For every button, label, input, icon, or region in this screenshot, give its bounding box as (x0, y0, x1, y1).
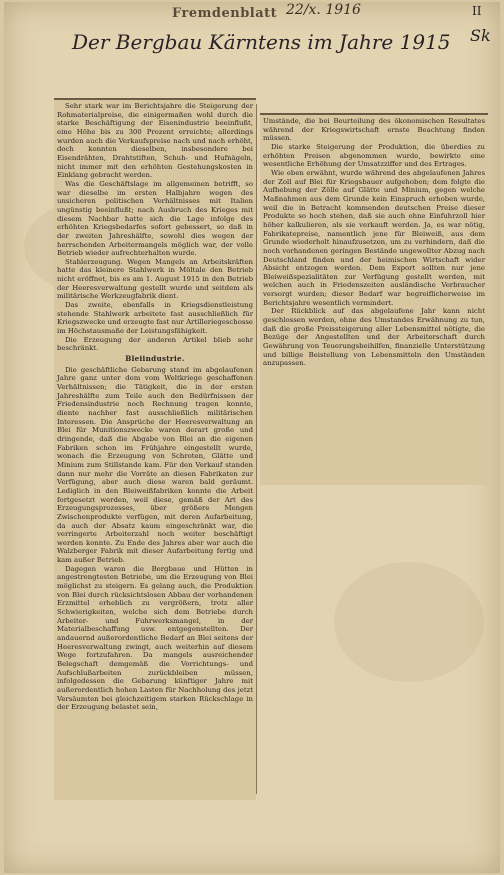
roman-numeral-mark: II (472, 4, 482, 18)
paper-stain (334, 562, 484, 682)
article-paragraph: Wie eben erwähnt, wurde während des abgelaufenen Jahres der Zoll auf Blei für Kriegsbauer aufgehoben; dem folgte die Aufhebung der Zölle auf Glätte und Minium, gegen welche Maßnahmen aus dem Grunde kein Einspruch erhoben wurde, weil die in Betracht kommenden deutschen Preise dieser Produkte so hoch stehen, daß sie auch ohne Einfuhrzoll hier höher kalkulieren, als sie verkauft werden. Ja, es war nötig, Fabrikatepreise, namentlich jene für Bleiweiß, aus dem Grunde wiederholt hinaufzusetzen, um zu verhindern, daß die noch vorhandenen geringen Bestände ungewollter Abzug nach Deutschland finden und der heimischen Wirtschaft wider Absicht entzogen werden. Dem Export sollten nur jene Bleiweißspezialitäten zur Verfügung gestellt werden, mit welchen auch in Friedenszeiten ausländische Verbraucher versorgt wurden; dieser Bedarf war begreiflicherweise im Berichtsjahre wesentlich vermindert. (263, 168, 485, 307)
handwritten-corner-mark: Sk (470, 26, 491, 45)
article-paragraph: Was die Geschäftslage im allgemeinen betrifft, so war dieselbe im ersten Halbjahre wegen des unsicheren politischen Verhältnisses mit Italien ungünstig beeinflußt; nach Ausbruch des Krieges mit diesem Nachbar hatte sich die Lage infolge des erhöhten Kriegsbedarfes sofort gebessert, so daß in der zweiten Jahreshälfte, sowohl dies wegen der herrschenden Arbeitermangels möglich war, der volle Betrieb wieder aufrechterhalten wurde. (57, 179, 253, 258)
article-paragraph: Das zweite, ebenfalls in Kriegsdienstleistung stehende Stahlwerk arbeitete fast ausschließlich für Kriegszwecke und erzeugte fast nur Artilleriegeschosse im Höchstausmaße der Leistungsfähigkeit. (57, 301, 253, 336)
handwritten-date: 22/x. 1916 (286, 2, 361, 18)
article-paragraph: Sehr stark war im Berichtsjahre die Steigerung der Rohmaterialpreise, die einigermaßen wohl durch die starke Beschäftigung der Eisenindustrie beeinflußt, eine Höhe bis zu 300 Prozent erreichte; allerdings wurden auch die Verkaufspreise nach und nach erhöht, doch konnten dieselben, insbesondere bei Eisendrähten, Drahtstiften, Schuh- und Hufnägeln, nicht immer mit den erhöhten Gestehungskosten in Einklang gebracht werden. (57, 102, 253, 180)
article-paragraph: Der Rückblick auf das abgelaufene Jahr kann nicht geschlossen werden, ohne des Umstandes Erwähnung zu tun, daß die große Preissteigerung aller Lebensmittel nötigte, die Bezüge der Angestellten und der Arbeiterschaft durch Gewährung von Teuerungsbeihilfen, finanzielle Unterstützung und billige Beistellung von Lebensmitteln den Umständen anzupassen. (263, 307, 485, 368)
article-paragraph: Die Erzeugung der anderen Artikel blieb sehr beschränkt. (57, 335, 253, 353)
article-paragraph: Umstände, die bei Beurteilung des ökonomischen Resultates während der Kriegswirtschaft ernste Beachtung finden müssen. (263, 117, 485, 143)
article-paragraph: Stahlerzeugung. Wegen Mangels an Arbeitskräften hatte das kleinere Stahlwerk in Möltale den Betrieb nicht eröffnet, bis es am 1. August 1915 in den Betrieb der Heeresverwaltung gestellt wurde und seitdem als militärische Werkzeugfabrik dient. (57, 257, 253, 301)
article-paragraph: Die starke Steigerung der Produktion, die überdies zu erhöhten Preisen abgenommen wurde, bewirkte eine wesentliche Erhöhung der Umsatzziffer und des Ertrages. (263, 142, 485, 169)
article-paragraph: Dagegen waren die Bergbaue und Hütten in angestrengtesten Betriebe, um die Erzeugung von Blei möglichst zu steigern. Es gelang auch, die Produktion von Blei durch rücksichtslosen Abbau der vorhandenen Erzmittel erheblich zu vergrößern, trotz aller Schwierigkeiten, welche sich dem Betriebe durch Arbeiter- und Fuhrwerksmangel, in der Materialbeschaffung usw. entgegenstellten. Der andauernd außerordentliche Bedarf an Blei seitens der Heeresverwaltung zwingt, auch weiterhin auf diesem Wege fortzufahren. Da mangels ausreichender Belegschaft demgemäß die Vorrichtungs- und Aufschlußarbeiten zurückbleiben müssen, infolgedessen die Gebarung künftiger Jahre mit außerordentlich hohen Lasten für Nachholung des jetzt Versäumten bei gleichzeitigem starken Rückschlage in der Erzeugung belastet sein, (57, 564, 253, 712)
section-heading: Bleiindustrie. (125, 354, 185, 364)
article-column-left (54, 98, 256, 800)
handwritten-headline: Der Bergbau Kärntens im Jahre 1915 (72, 30, 451, 54)
newspaper-masthead-stamp: Fremdenblatt (172, 6, 278, 21)
article-paragraph: Die geschäftliche Gebarung stand im abgelaufenen Jahre ganz unter dem vom Weltkriege geschaffenen Verhältnissen; die Tätigkeit, die in der ersten Jahreshälfte zum Teile auch den Bedürfnissen der Friedensindustrie noch Rechnung tragen konnte, diente nachher fast ausschließlich militärischen Interessen. Die Ansprüche der Heeresverwaltung an Blei für Munitionszwecke waren derart große und dringende, daß die Abgabe von Blei an die eigenen Fabriken schon im Frühjahre eingestellt wurde, wonach die Erzeugung von Schroten, Glätte und Minium zum Stillstande kam. Für den Verkauf standen dann nur mehr die Vorräte an diesen Fabrikaten zur Verfügung, aber auch diese waren bald geräumt. Lediglich in den Bleiweißfabriken konnte die Arbeit fortgesetzt werden, weil diese, gemäß der Art des Erzeugungsprozesses, über größere Mengen Zwischenprodukte verfügen, mit deren Aufarbeitung, da auch der Absatz kaum eingeschränkt war, die verringerte Arbeiterzahl noch weiter beschäftigt werden konnte. Zu Ende des Jahres aber war auch die Walzberger Fabrik mit dieser Aufarbeitung fertig und kam außer Betrieb. (57, 365, 253, 565)
column-divider (256, 104, 257, 794)
article-column-right (260, 113, 488, 485)
